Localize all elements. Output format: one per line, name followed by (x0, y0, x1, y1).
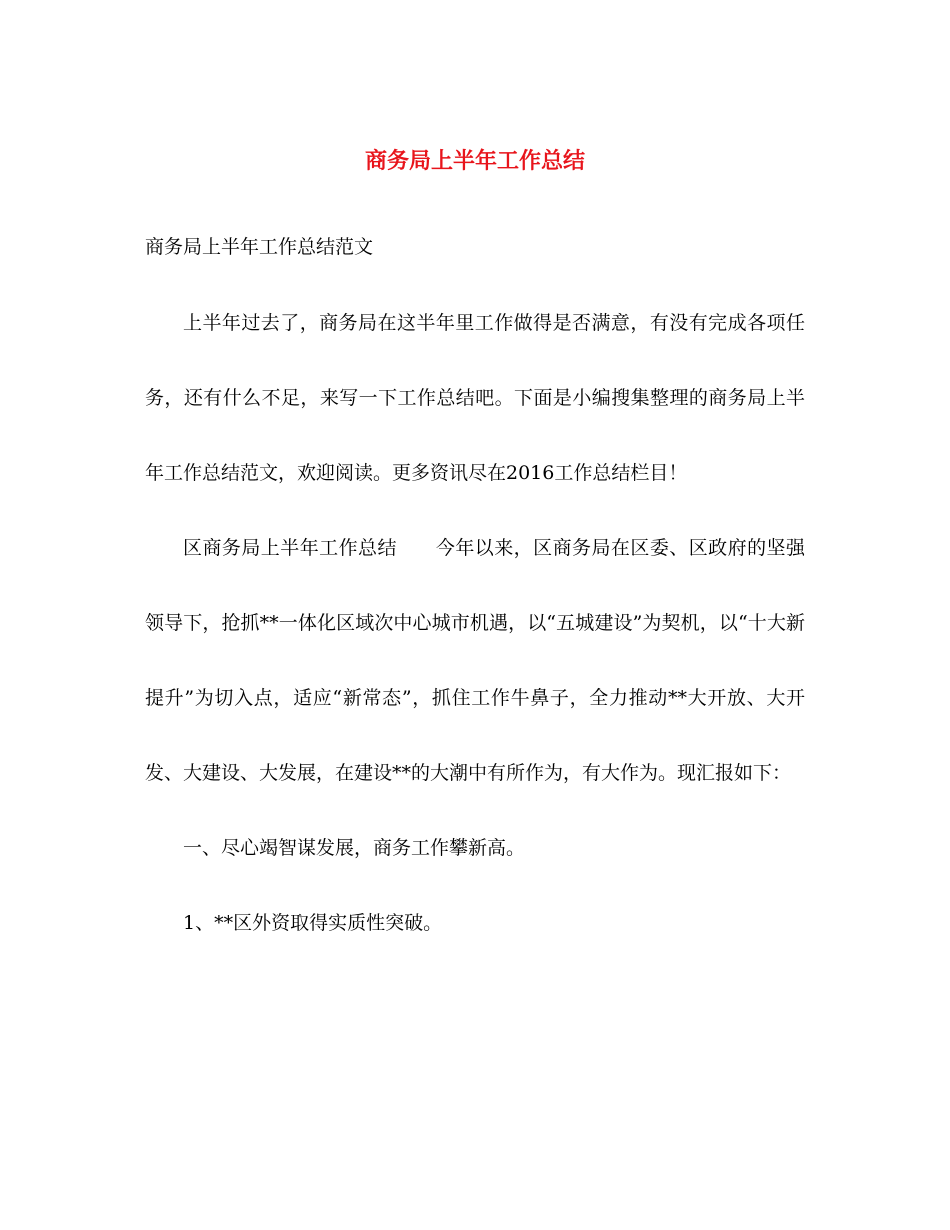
paragraph-summary: 区商务局上半年工作总结 今年以来，区商务局在区委、区政府的坚强领导下，抢抓**一体化区域次中心城市机遇，以“五城建设”为契机，以“十大新提升”为切入点，适应“新常态”，抓住工作牛鼻子，全力推动**大开放、大开发、大建设、大发展，在建设**的大潮中有所作为，有大作为。现汇报如下： (145, 537, 805, 784)
document-title: 商务局上半年工作总结 (364, 149, 585, 174)
paragraph-intro: 上半年过去了，商务局在这半年里工作做得是否满意，有没有完成各项任务，还有什么不足，来写一下工作总结吧。下面是小编搜集整理的商务局上半年工作总结范文，欢迎阅读。更多资讯尽在2016工作总结栏目！ (145, 312, 805, 484)
document-body (145, 286, 805, 961)
section-heading-1: 一、尽心竭智谋发展，商务工作攀新高。 (183, 837, 526, 859)
subsection-heading-1: 1、**区外资取得实质性突破。 (183, 912, 443, 934)
document-subtitle: 商务局上半年工作总结范文 (145, 236, 374, 258)
